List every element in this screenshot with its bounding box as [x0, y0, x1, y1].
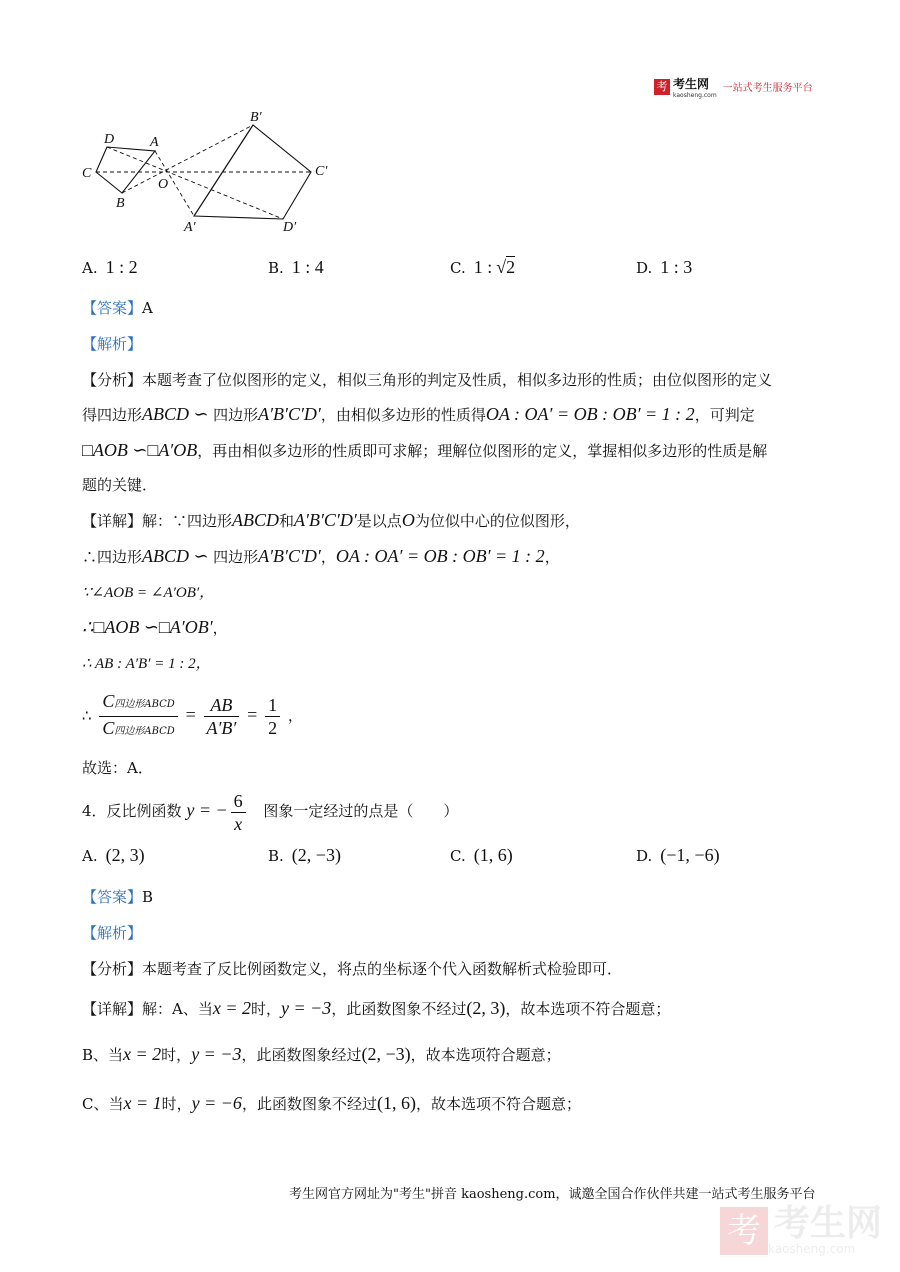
line-d-dp	[107, 147, 283, 219]
label-o: O	[158, 177, 169, 192]
q3-fenxi-line3: □AOB ∽□A′OB，再由相似多边形的性质即可求解；理解位似图形的定义，掌握相似多边形的性质是解	[82, 440, 768, 460]
watermark-text: 考生网	[774, 1203, 883, 1244]
segment-ap-bp	[194, 125, 253, 216]
q3-fenxi-line1: 【分析】本题考查了位似图形的定义，相似三角形的判定及性质，相似多边形的性质；由位似图形的定义	[82, 371, 773, 389]
logo-slogan: 一站式考生服务平台	[722, 83, 813, 94]
homothety-figure	[78, 105, 338, 235]
line-b-bp	[122, 125, 253, 193]
q4-detail-line2: B、当x = 2时，y = −3，此函数图象经过(2, −3)，故本选项符合题意；	[82, 1044, 561, 1064]
fraction-ab: $\frac{AB}{A'B'}$	[204, 694, 240, 739]
q4-fenxi: 【分析】本题考查了反比例函数定义，将点的坐标逐个代入函数解析式检验即可．	[82, 960, 623, 978]
label-a: A	[150, 135, 159, 150]
q3-option-c: C. 1 : √2	[450, 257, 516, 277]
header-logo	[654, 74, 813, 99]
fraction-6-over-x: $\frac{6}{x}$	[231, 790, 246, 835]
q3-detail-line5: ∴ AB : A′B′ = 1 : 2，	[82, 656, 211, 672]
q3-answer: 【答案】A	[82, 299, 153, 317]
logo-text: 考生网	[673, 77, 710, 91]
watermark-logo	[720, 1203, 883, 1256]
q3-fenxi-line2: 得四边形ABCD ∽ 四边形A′B′C′D′，由相似多边形的性质得OA : OA′ = OB : OB′ = 1 : 2，可判定	[82, 404, 755, 424]
label-c: C	[82, 166, 92, 181]
label-b: B	[116, 196, 125, 211]
q3-analysis-tag: 【解析】	[82, 335, 143, 353]
quad-abcd	[96, 147, 155, 193]
label-cp: C′	[315, 164, 328, 179]
watermark-domain: kaosheng.com	[768, 1242, 856, 1256]
q3-detail-line1: 【详解】解：∵四边形ABCD和A′B′C′D′是以点O为位似中心的位似图形，	[82, 510, 580, 530]
q4-analysis-tag: 【解析】	[82, 924, 143, 942]
label-dp: D′	[283, 220, 297, 235]
label-bp: B′	[250, 110, 262, 125]
q3-option-d: D. 1 : 3	[636, 257, 693, 277]
q4-stem: 4．反比例函数 y = − $\frac{6}{x}$ 图象一定经过的点是（ ）	[82, 790, 459, 834]
q3-option-a: A. 1 : 2	[82, 257, 138, 277]
footer-text: 考生网官方网址为"考生"拼音 kaosheng.com，诚邀全国合作伙伴共建一站式考生服务平台	[289, 1187, 816, 1202]
q3-detail-line2: ∴四边形ABCD ∽ 四边形A′B′C′D′，OA : OA′ = OB : OB′ = 1 : 2，	[82, 546, 560, 566]
watermark-icon: 考	[720, 1207, 768, 1255]
fraction-half: $\frac{1}{2}$	[265, 694, 280, 739]
q3-detail-line6: ∴ $\frac{\text{C四边形ABCD}}{\text{C四边形ABCD}}$ = $\frac{AB}{A'B'}$ = $\frac{1}{2}$ ，	[82, 690, 303, 743]
q4-detail-line3: C、当x = 1时，y = −6，此函数图象不经过(1, 6)，故本选项不符合题意；	[82, 1093, 581, 1113]
q4-detail-line1: 【详解】解：A、当x = 2时，y = −3，此函数图象不经过(2, 3)，故本选项不符合题意；	[82, 998, 671, 1018]
q3-detail-line3: ∵∠AOB = ∠A′OB′，	[82, 585, 215, 601]
label-ap: A′	[184, 220, 196, 235]
logo-domain: kaosheng.com	[673, 92, 717, 99]
q4-answer: 【答案】B	[82, 888, 154, 906]
q3-option-b: B. 1 : 4	[268, 257, 324, 277]
label-d: D	[104, 132, 115, 147]
q4-option-d: D. (−1, −6)	[636, 845, 720, 865]
q3-detail-line4: ∴□AOB ∽□A′OB′，	[82, 617, 228, 637]
q4-option-c: C. (1, 6)	[450, 845, 513, 865]
q3-choose: 故选：A．	[82, 759, 153, 777]
fraction-perimeter: $\frac{\text{C四边形ABCD}}{\text{C四边形ABCD}}$	[99, 690, 177, 743]
logo-icon: 考	[654, 79, 670, 95]
q4-option-b: B. (2, −3)	[268, 845, 341, 865]
q3-fenxi-line4: 题的关键．	[82, 476, 158, 494]
q4-option-a: A. (2, 3)	[82, 845, 145, 865]
